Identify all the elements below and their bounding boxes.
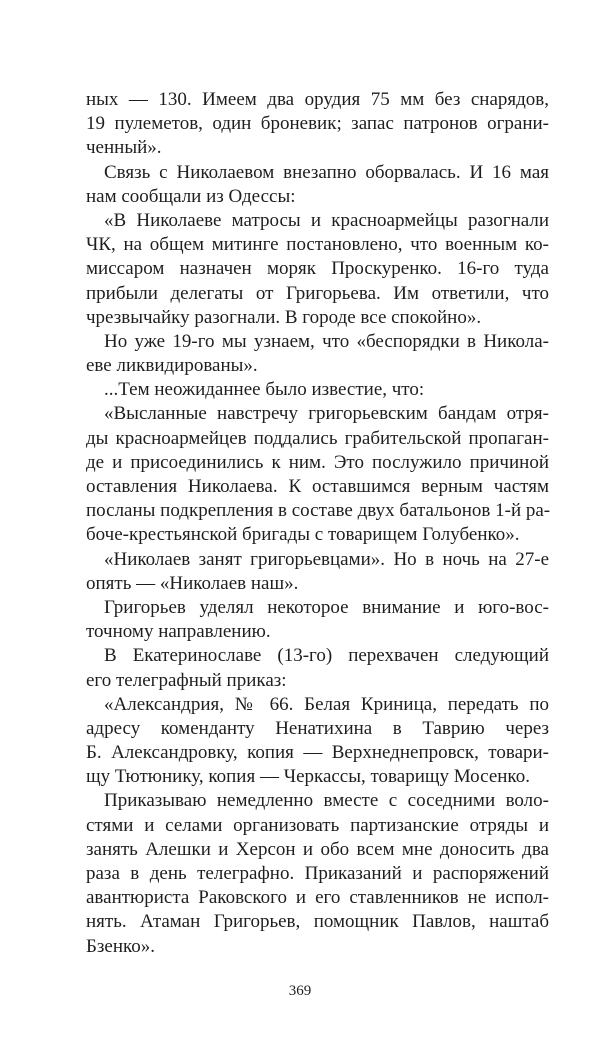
text-line: авантюриста Раковского и его ставленников не испол- (86, 887, 549, 909)
text-line: адресу коменданту Ненатихина в Таврию через (86, 717, 549, 739)
text-line: «Николаев занят григорьевцами». Но в ночь на 27-е (104, 548, 549, 570)
paragraph (86, 644, 549, 692)
text-line: занять Алешки и Херсон и обо всем мне доносить два (86, 838, 549, 860)
text-line: Связь с Николаевом внезапно оборвалась. И 16 мая (104, 161, 549, 183)
text-line: «В Николаеве матросы и красноармейцы разогнали (104, 209, 549, 231)
text-line: опять — «Николаев наш». (86, 572, 299, 594)
text-line: Бзенко». (86, 935, 156, 957)
text-line: миссаром назначен моряк Проскуренко. 16-го туда (86, 258, 549, 280)
text-line: боче-крестьянской бригады с товарищем Голубенко». (86, 524, 520, 546)
text-line: «Александрия, № 66. Белая Криница, передать по (104, 693, 549, 715)
text-line: точному направлению. (86, 621, 271, 643)
paragraph (86, 378, 549, 402)
text-line: посланы подкрепления в составе двух батальонов 1-й ра- (86, 500, 551, 522)
paragraph (86, 693, 549, 790)
text-line: Приказываю немедленно вместе с соседними воло- (104, 790, 549, 812)
text-line: его телеграфный приказ: (86, 669, 287, 691)
text-line: ды красноармейцев поддались грабительской пропаган- (86, 427, 549, 449)
text-line: ЧК, на общем митинге постановлено, что военным ко- (86, 234, 549, 256)
paragraph (86, 88, 549, 161)
page-number: 369 (288, 983, 312, 999)
text-line: еве ликвидированы». (86, 355, 258, 377)
page-body-text (86, 88, 549, 959)
paragraph (86, 402, 549, 547)
text-line: «Высланные навстречу григорьевским бандам отря- (104, 403, 549, 425)
text-line: нять. Атаман Григорьев, помощник Павлов, наштаб (86, 911, 549, 933)
text-line: стями и селами организовать партизанские отряды и (86, 814, 549, 836)
text-line: ...Тем неожиданнее было известие, что: (104, 379, 425, 401)
paragraph (86, 596, 549, 644)
text-line: Григорьев уделял некоторое внимание и юго-вос- (104, 596, 549, 618)
paragraph (86, 789, 549, 958)
text-line: нам сообщали из Одессы: (86, 185, 296, 207)
text-line: щу Тютюнику, копия — Черкассы, товарищу Мосенко. (86, 766, 530, 788)
text-line: оставления Николаева. К оставшимся верным частям (86, 476, 549, 497)
text-line: прибыли делегаты от Григорьева. Им ответили, что (86, 282, 549, 304)
text-line: раза в день телеграфно. Приказаний и распоряжений (86, 863, 549, 884)
text-line: чрезвычайку разогнали. В городе все спокойно». (86, 306, 482, 328)
paragraph (86, 548, 549, 596)
text-line: Б. Александровку, копия — Верхнеднепровск, товари- (86, 742, 549, 764)
paragraph (86, 209, 549, 330)
text-line: ных — 130. Имеем два орудия 75 мм без снарядов, (86, 89, 549, 110)
text-line: де и присоединились к ним. Это послужило причиной (86, 451, 549, 473)
text-line: 19 пулеметов, один броневик; запас патронов ограни- (86, 113, 549, 135)
text-line: Но уже 19-го мы узнаем, что «беспорядки в Никола- (104, 330, 549, 352)
text-line: В Екатеринославе (13-го) перехвачен следующий (104, 645, 549, 667)
paragraph (86, 330, 549, 378)
paragraph (86, 161, 549, 209)
text-line: ченный». (86, 137, 162, 159)
